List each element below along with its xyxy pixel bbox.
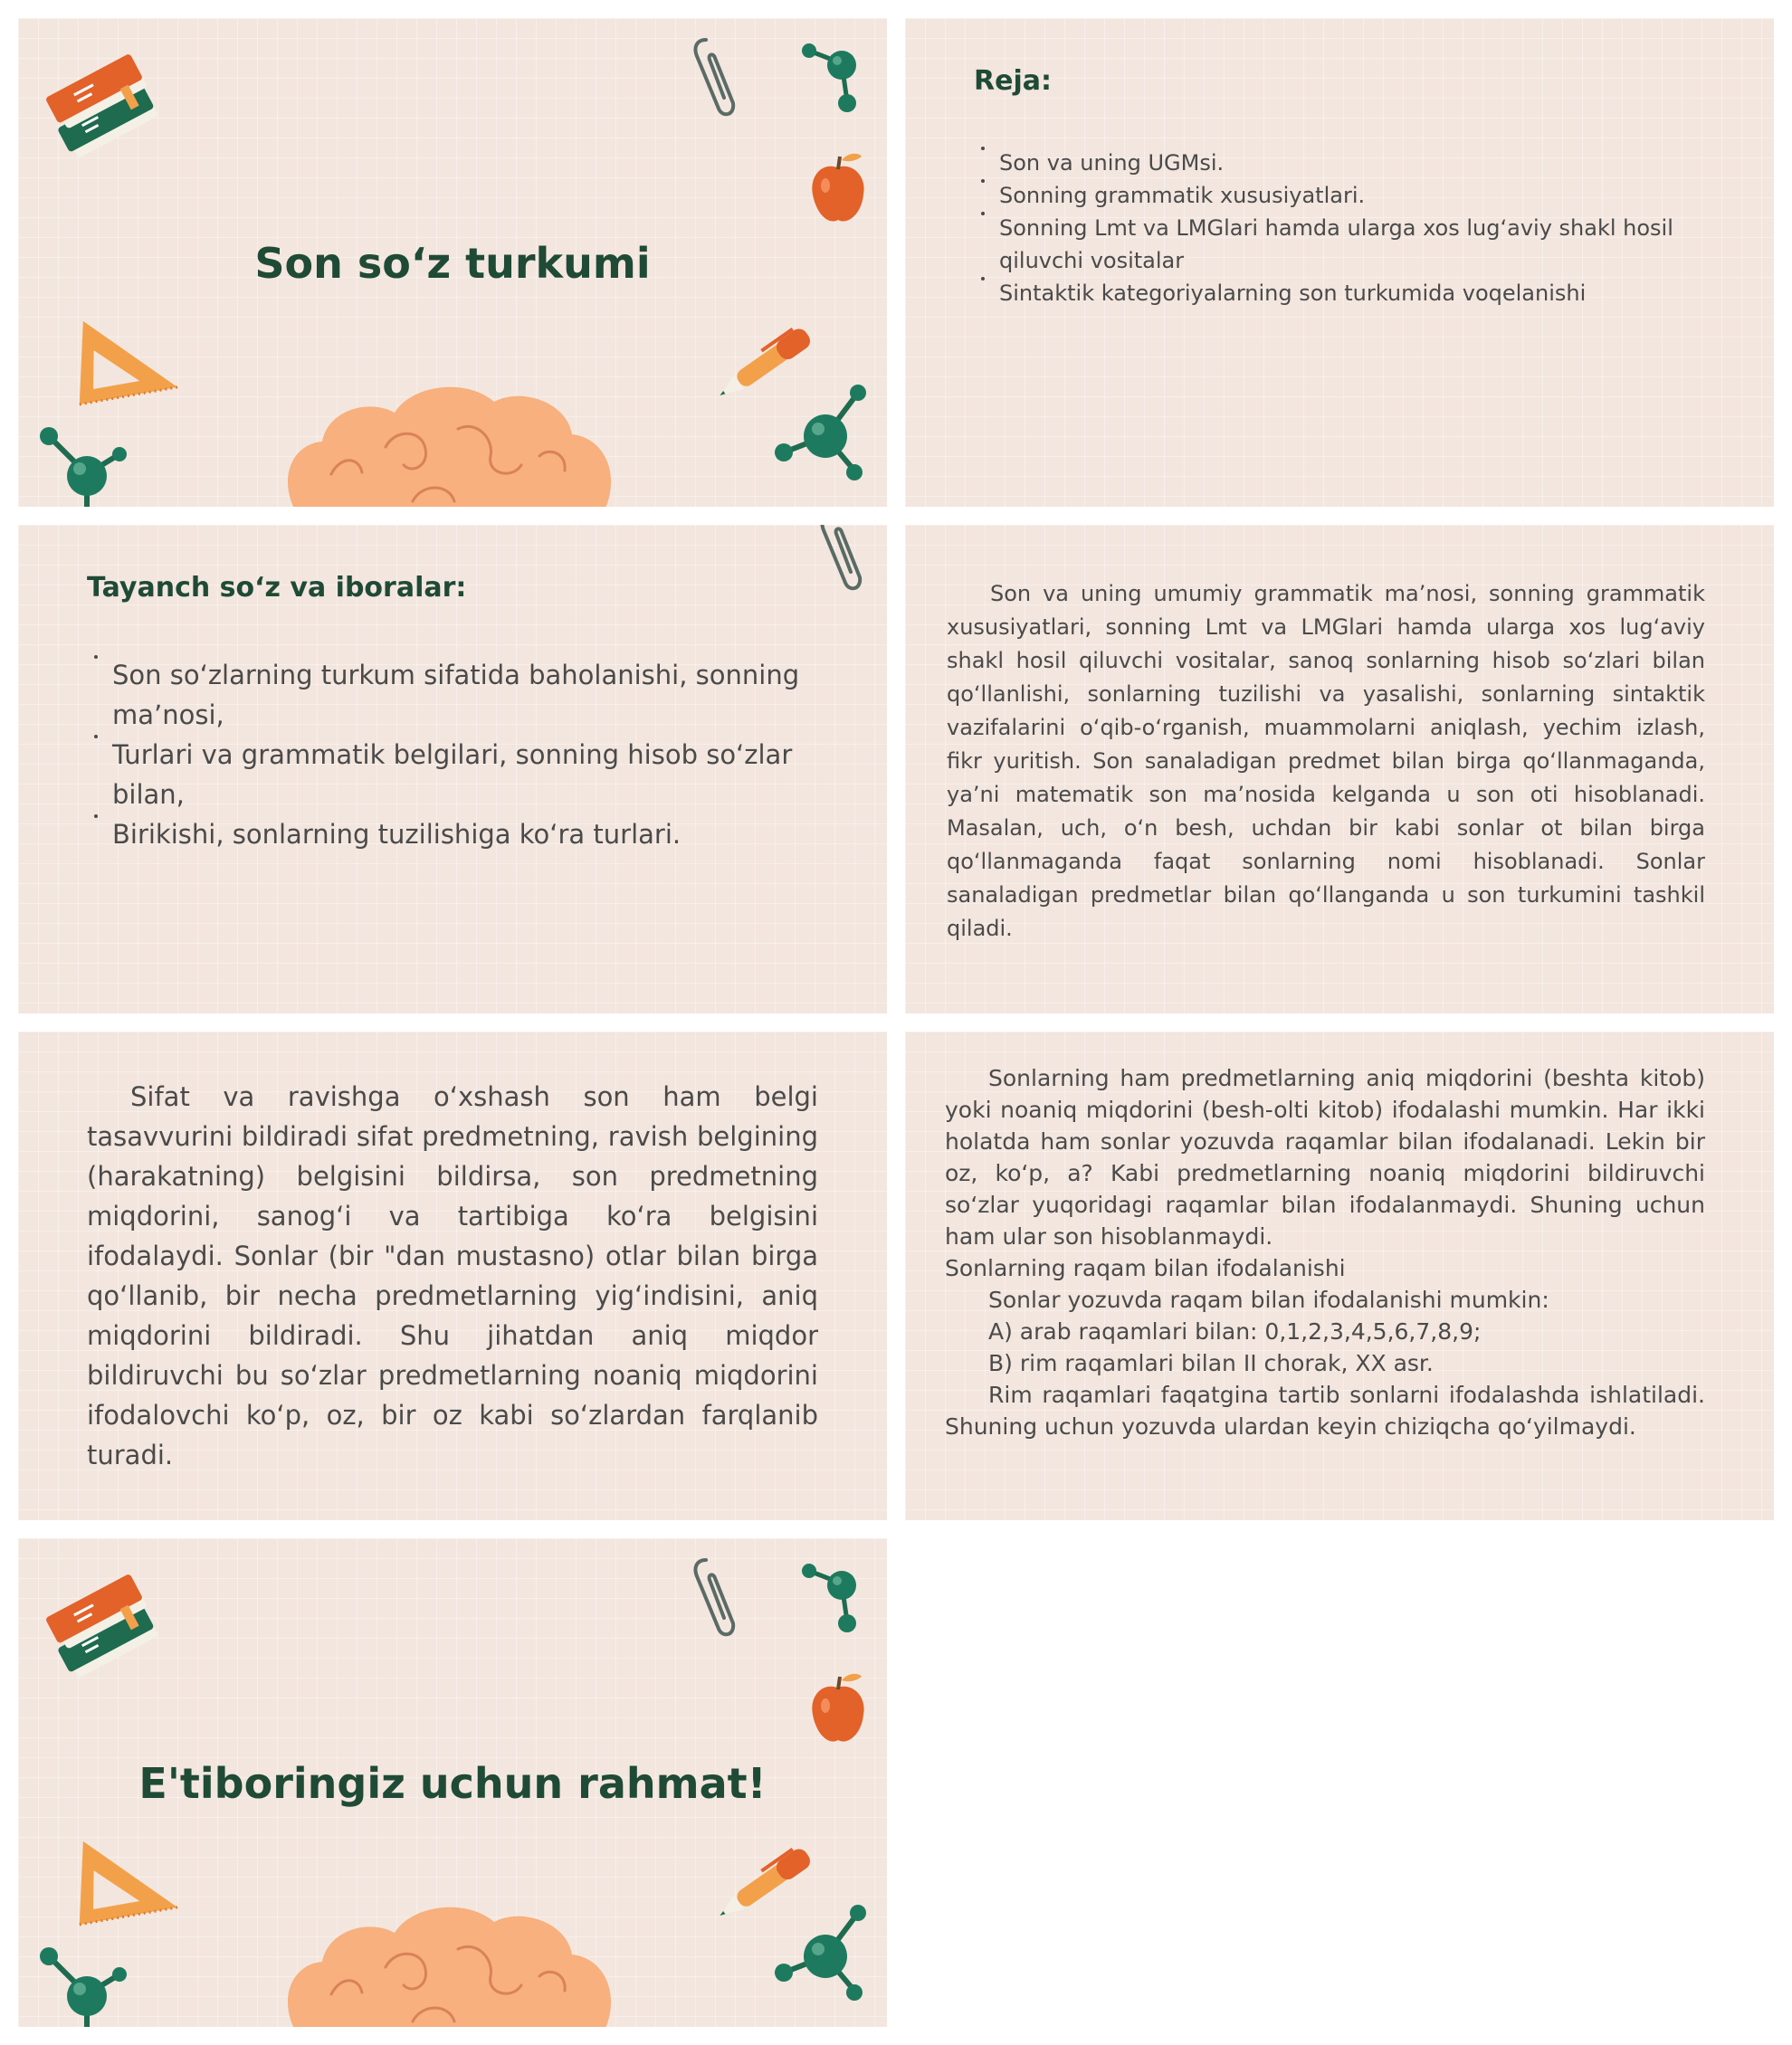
paperclip-icon <box>688 1551 742 1641</box>
triangle-ruler-icon <box>63 306 181 414</box>
triangle-ruler-icon <box>63 1826 181 1935</box>
list-item: Sintaktik kategoriyalarning son turkumida voqelanishi <box>974 277 1698 309</box>
slide-thanks <box>18 1538 887 2027</box>
apple-icon <box>805 149 869 231</box>
slide-keywords <box>18 525 887 1013</box>
keywords-list <box>87 655 829 854</box>
molecule-icon <box>36 414 136 507</box>
numerals-paragraphs: Sonlarning ham predmetlarning aniq miqdorini (beshta kitob) yoki noaniq miqdorini (besh-olti kitob) ifodalashi mumkin. Har ikki holatda ham sonlar yozuvda raqamlar bilan ifodalanadi. Lekin bir oz, ko‘p, a? Kabi predmetlarning noaniq miqdorini bildiruvchi so‘zlar yuqoridagi raqamlar bilan ifodalanmaydi. Shuning uchun ham ular son hisoblanmaydi. Sonlarning raqam bilan ifodalanishi Sonlar yozuvda raqam bilan ifodalanishi mumkin: A) arab raqamlari bilan: 0,1,2,3,4,5,6,7,8,9; B) rim raqamlari bilan II chorak, XX asr. Rim raqamlari faqatgina tartib sonlarni ifodalashda ishlatiladi. Shuning uchun yozuvda ulardan keyin chiziqcha qo‘yilmaydi. <box>945 1065 1705 1440</box>
list-item: Sonning grammatik xususiyatlari. <box>974 179 1698 212</box>
brain-icon <box>277 1886 621 2027</box>
slide-title-text: Son so‘z turkumi <box>254 239 651 288</box>
thanks-title-text: E'tiboringiz uchun rahmat! <box>138 1759 767 1808</box>
books-icon <box>45 36 172 181</box>
list-item: Son va uning UGMsi. <box>974 147 1698 179</box>
list-item: Turlari va grammatik belgilari, sonning hisob so‘zlar bilan, <box>87 735 829 814</box>
slide-overview-text <box>905 525 1774 1013</box>
molecule-icon <box>771 380 871 489</box>
molecule-icon <box>36 1935 136 2027</box>
slide-title <box>18 18 887 507</box>
apple-icon <box>805 1669 869 1751</box>
brain-icon <box>277 366 621 507</box>
molecule-icon <box>796 1558 869 1640</box>
paperclip-icon <box>815 525 869 595</box>
paperclip-icon <box>688 31 742 121</box>
molecule-icon <box>796 38 869 119</box>
slide-comparison-text <box>18 1032 887 1520</box>
list-item: Son so‘zlarning turkum sifatida baholanishi, sonning ma’nosi, <box>87 655 829 735</box>
overview-paragraph: Son va uning umumiy grammatik ma’nosi, sonning grammatik xususiyatlari, sonning Lmt va LMGlari hamda ularga xos lug‘aviy shakl hosil qiluvchi vositalar, sanoq sonlarning hisob so‘zlari bilan qo‘llanlishi, sonlarning tuzilishi va yasalishi, sonlarning sintaktik vazifalarini o‘qib-o‘rganish, muammolarni aniqlash, yechim izlash, fikr yuritish. Son sanaladigan predmet bilan birga qo‘llanmaganda, ya’ni matematik son ma’nosida kelganda u son oti hisoblanadi. Masalan, uch, o‘n besh, uchdan bir kabi sonlar ot bilan birga qo‘llanmaganda faqat sonlarning nomi hisoblanadi. Sonlar sanaladigan predmetlar bilan qo‘llanganda u son turkumini tashkil qiladi. <box>947 581 1705 941</box>
slide-plan <box>905 18 1774 507</box>
list-item: Sonning Lmt va LMGlari hamda ularga xos lug‘aviy shakl hosil qiluvchi vositalar <box>974 212 1698 277</box>
slide-numerals-text <box>905 1032 1774 1520</box>
molecule-icon <box>771 1900 871 2009</box>
books-icon <box>45 1556 172 1701</box>
plan-list <box>974 147 1698 309</box>
keywords-heading: Tayanch so‘z va iboralar: <box>87 572 467 604</box>
list-item: Birikishi, sonlarning tuzilishiga ko‘ra turlari. <box>87 814 829 854</box>
plan-heading: Reja: <box>974 65 1052 97</box>
comparison-paragraph: Sifat va ravishga o‘xshash son ham belgi tasavvurini bildiradi sifat predmetning, ravish belgining (harakatning) belgisini bildirsa, son predmetning miqdorini, sanog‘i va tartibiga ko‘ra belgisini ifodalaydi. Sonlar (bir "dan mustasno) otlar bilan birga qo‘llanib, bir necha predmetlarning yig‘indisini, aniq miqdorini bildiradi. Shu jihatdan aniq miqdor bildiruvchi bu so‘zlar predmetlarning noaniq miqdorini ifodalovchi ko‘p, oz, bir oz kabi so‘zlardan farqlanib turadi. <box>87 1081 818 1470</box>
